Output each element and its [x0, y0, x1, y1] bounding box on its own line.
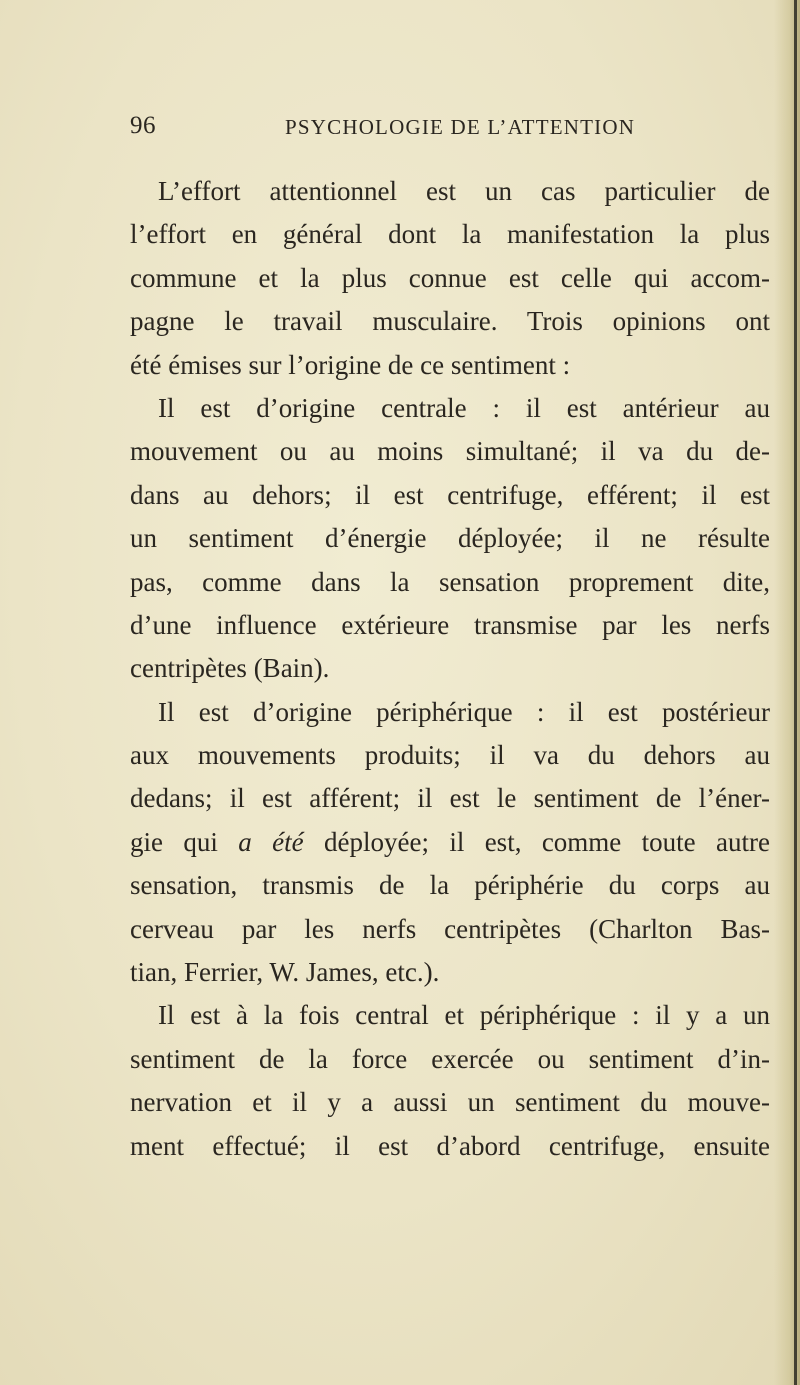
text-line-16-end: déployée; il est, comme toute autre: [303, 826, 770, 857]
text-line-9: un sentiment d’énergie déployée; il ne résulte: [130, 523, 770, 554]
text-line-15: dedans; il est afférent; il est le sentiment de l’éner-: [130, 783, 770, 814]
text-line-16: [130, 821, 770, 864]
text-line-14: aux mouvements produits; il va du dehors au: [130, 740, 770, 771]
text-line-11: d’une influence extérieure transmise par les nerfs: [130, 609, 770, 640]
text-line-3: commune et la plus connue est celle qui accom-: [130, 262, 770, 293]
text-line-18: cerveau par les nerfs centripètes (Charlton Bas-: [130, 913, 770, 944]
text-line-6: Il est d’origine centrale : il est antérieur au: [158, 392, 770, 423]
text-line-7: mouvement ou au moins simultané; il va du de-: [130, 436, 770, 467]
text-line-10: pas, comme dans la sensation proprement dite,: [130, 566, 770, 597]
italic-phrase: a été: [238, 826, 304, 857]
text-line-13: Il est d’origine périphérique : il est postérieur: [158, 696, 770, 727]
text-line-22: nervation et il y a aussi un sentiment du mouve-: [130, 1087, 770, 1118]
text-line-21: sentiment de la force exercée ou sentiment d’in-: [130, 1043, 770, 1074]
text-line-12: centripètes (Bain).: [130, 653, 330, 684]
text-line-5: été émises sur l’origine de ce sentiment :: [130, 349, 571, 380]
text-line-2: l’effort en général dont la manifestation la plus: [130, 219, 770, 250]
text-line-19: tian, Ferrier, W. James, etc.).: [130, 957, 440, 988]
text-line-16-start: gie qui: [130, 826, 239, 857]
page-header: [130, 112, 770, 152]
text-line-4: pagne le travail musculaire. Trois opinions ont: [130, 306, 770, 337]
text-line-23: ment effectué; il est d’abord centrifuge, ensuite: [130, 1130, 770, 1161]
page-edge-line: [794, 0, 797, 1385]
running-title: PSYCHOLOGIE DE L’ATTENTION: [285, 115, 636, 139]
text-line-8: dans au dehors; il est centrifuge, efférent; il est: [130, 479, 770, 510]
text-line-1: L’effort attentionnel est un cas particulier de: [158, 176, 770, 206]
page-number: 96: [130, 112, 156, 139]
text-line-17: sensation, transmis de la périphérie du corps au: [130, 870, 770, 901]
body-text: [130, 170, 770, 1168]
text-line-20: Il est à la fois central et périphérique : il y a un: [158, 1000, 770, 1031]
